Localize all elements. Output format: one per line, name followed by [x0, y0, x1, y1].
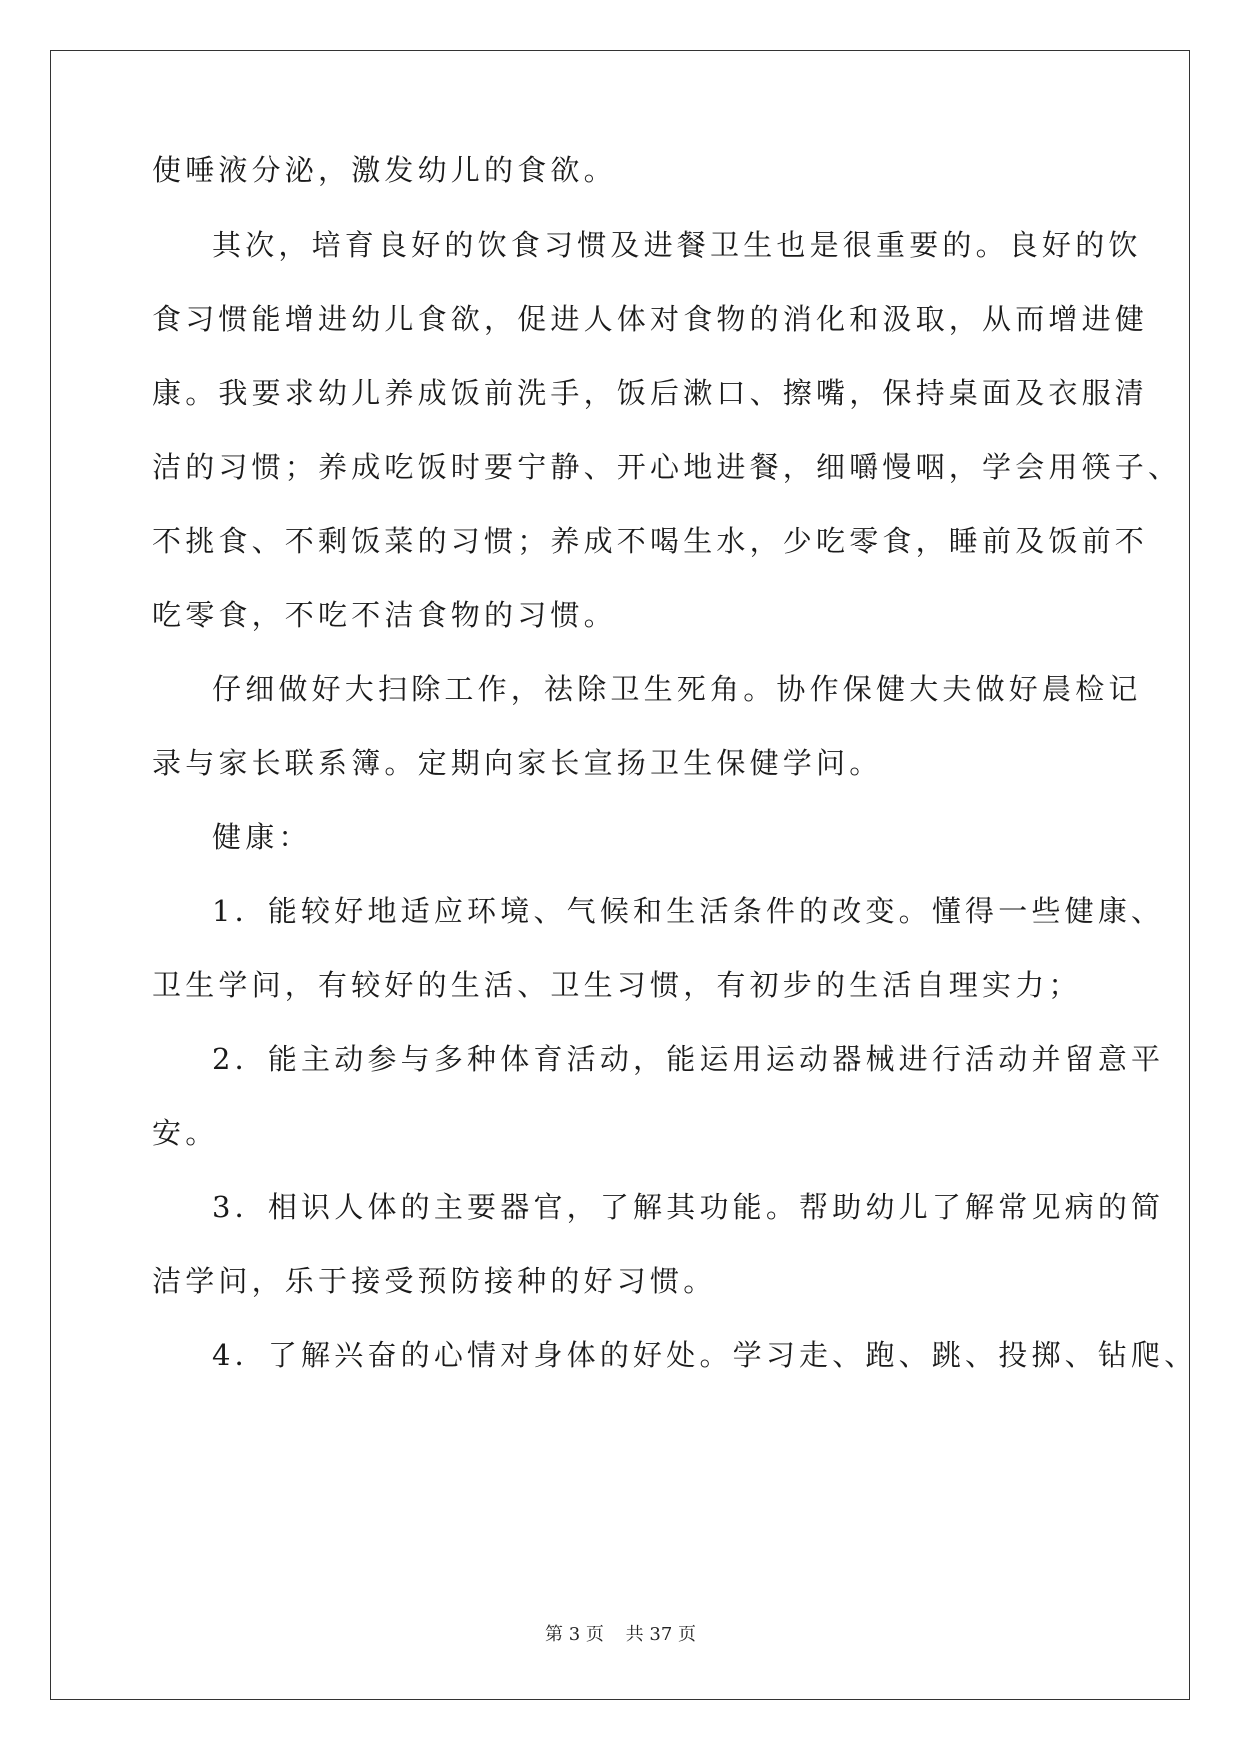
page-footer	[0, 1620, 1241, 1646]
paragraph-start-line: 其次，培育良好的饮食习惯及进餐卫生也是很重要的。良好的饮	[212, 228, 1142, 262]
body-text-line: 洁学问，乐于接受预防接种的好习惯。	[152, 1264, 717, 1298]
body-text-line: 食习惯能增进幼儿食欲，促进人体对食物的消化和汲取，从而增进健	[152, 302, 1149, 336]
body-text-line: 录与家长联系簿。定期向家长宣扬卫生保健学问。	[152, 746, 883, 780]
list-item-line: 4．了解兴奋的心情对身体的好处。学习走、跑、跳、投掷、钻爬、	[212, 1338, 1198, 1372]
page-number: 第 3 页	[545, 1624, 604, 1645]
body-text-line: 安。	[152, 1116, 219, 1150]
section-heading: 健康：	[212, 820, 312, 854]
list-item-line: 3．相识人体的主要器官，了解其功能。帮助幼儿了解常见病的简	[212, 1190, 1165, 1224]
body-text-line: 洁的习惯；养成吃饭时要宁静、开心地进餐，细嚼慢咽，学会用筷子、	[152, 450, 1182, 484]
body-text-line: 不挑食、不剩饭菜的习惯；养成不喝生水，少吃零食，睡前及饭前不	[152, 524, 1149, 558]
body-text-line: 使唾液分泌，激发幼儿的食欲。	[152, 153, 617, 187]
total-pages: 共 37 页	[625, 1624, 696, 1645]
paragraph-start-line: 仔细做好大扫除工作，祛除卫生死角。协作保健大夫做好晨检记	[212, 672, 1142, 706]
page-border	[50, 50, 1190, 1700]
body-text-line: 吃零食，不吃不洁食物的习惯。	[152, 598, 617, 632]
body-text-line: 卫生学问，有较好的生活、卫生习惯，有初步的生活自理实力；	[152, 968, 1082, 1002]
list-item-line: 2．能主动参与多种体育活动，能运用运动器械进行活动并留意平	[212, 1042, 1165, 1076]
body-text-line: 康。我要求幼儿养成饭前洗手，饭后漱口、擦嘴，保持桌面及衣服清	[152, 376, 1149, 410]
list-item-line: 1．能较好地适应环境、气候和生活条件的改变。懂得一些健康、	[212, 894, 1165, 928]
